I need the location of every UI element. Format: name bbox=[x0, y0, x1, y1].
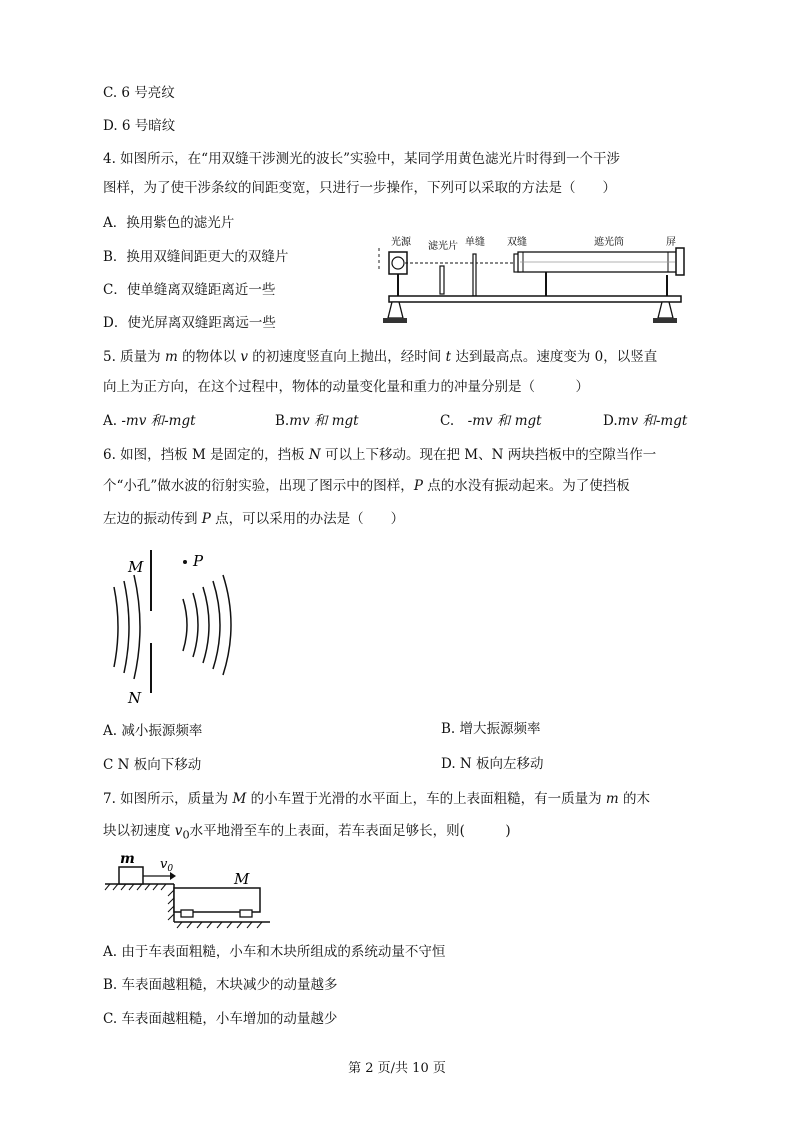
wave-diffraction-figure bbox=[100, 545, 250, 710]
q6-option-a: A. 减小振源频率 bbox=[103, 723, 203, 739]
page-footer: 第 2 页/共 10 页 bbox=[348, 1061, 446, 1076]
block-m bbox=[119, 867, 143, 884]
q4-stem-line1: 4. 如图所示，在“用双缝干涉测光的波长”实验中，某同学用黄色滤光片时得到一个干涉 bbox=[103, 151, 620, 167]
label-M-cart: M bbox=[234, 870, 250, 888]
q5-option-d: D.mv 和-mgt bbox=[603, 413, 688, 429]
filter bbox=[440, 266, 444, 294]
label-P: P bbox=[193, 552, 204, 570]
q6-option-c: C N 板向下移动 bbox=[103, 757, 202, 773]
block-cart-figure bbox=[100, 850, 280, 930]
optical-rail bbox=[389, 296, 681, 302]
label-light-source: 光源 bbox=[391, 237, 411, 248]
q5-option-a: A. -mv 和-mgt bbox=[103, 413, 196, 429]
q4-option-c: C．使单缝离双缝距离近一些 bbox=[103, 282, 276, 298]
label-screen: 屏 bbox=[666, 237, 676, 248]
label-double-slit: 双缝 bbox=[507, 237, 527, 248]
q4-option-b: B．换用双缝间距更大的双缝片 bbox=[103, 249, 289, 265]
q4-option-d: D．使光屏离双缝距离远一些 bbox=[103, 315, 276, 331]
q7-stem-line1: 7. 如图所示，质量为 M 的小车置于光滑的水平面上，车的上表面粗糙，有一质量为 m 的木 bbox=[103, 791, 650, 807]
q6-stem-line2: 个“小孔”做水波的衍射实验，出现了图示中的图样，P 点的水没有振动起来。为了使挡板 bbox=[103, 478, 630, 494]
q3-option-c: C. 6 号亮纹 bbox=[103, 85, 175, 101]
q6-option-b: B. 增大振源频率 bbox=[441, 721, 541, 737]
q6-stem-line3: 左边的振动传到 P 点，可以采用的办法是（ ） bbox=[103, 511, 405, 527]
q5-stem-line1: 5. 质量为 m 的物体以 v 的初速度竖直向上抛出，经时间 t 达到最高点。速度变为 0，以竖直 bbox=[103, 349, 658, 365]
double-slit-apparatus-figure bbox=[375, 230, 695, 330]
label-N: N bbox=[128, 689, 142, 707]
q5-option-b: B.mv 和 mgt bbox=[275, 413, 359, 429]
q5-option-c: C. -mv 和 mgt bbox=[440, 413, 542, 429]
q4-option-a: A．换用紫色的滤光片 bbox=[103, 215, 235, 231]
q7-option-a: A. 由于车表面粗糙，小车和木块所组成的系统动量不守恒 bbox=[103, 944, 446, 960]
label-single-slit: 单缝 bbox=[465, 237, 485, 248]
label-v0: $v_0$ bbox=[160, 857, 174, 874]
q7-stem-line2: 块以初速度 $v_0$水平地滑至车的上表面，若车表面足够长，则( ) bbox=[103, 823, 511, 842]
q5-stem-line2: 向上为正方向，在这个过程中，物体的动量变化量和重力的冲量分别是（ ） bbox=[103, 379, 589, 395]
label-tube: 遮光筒 bbox=[594, 237, 624, 248]
q6-option-d: D. N 板向左移动 bbox=[441, 756, 544, 772]
point-p bbox=[183, 560, 187, 564]
q4-stem-line2: 图样，为了使干涉条纹的间距变宽，只进行一步操作，下列可以采取的方法是（ ） bbox=[103, 180, 616, 196]
label-filter: 滤光片 bbox=[428, 241, 458, 252]
single-slit bbox=[473, 254, 476, 296]
cart-M bbox=[174, 888, 260, 912]
q6-stem-line1: 6. 如图，挡板 M 是固定的，挡板 N 可以上下移动。现在把 M、N 两块挡板中的空隙当作一 bbox=[103, 447, 657, 463]
q7-option-b: B. 车表面越粗糙，木块减少的动量越多 bbox=[103, 977, 338, 993]
label-m: m bbox=[120, 851, 135, 867]
screen bbox=[676, 248, 684, 275]
label-M: M bbox=[128, 558, 144, 576]
q7-option-c: C. 车表面越粗糙，小车增加的动量越少 bbox=[103, 1011, 338, 1027]
q3-option-d: D. 6 号暗纹 bbox=[103, 118, 176, 134]
